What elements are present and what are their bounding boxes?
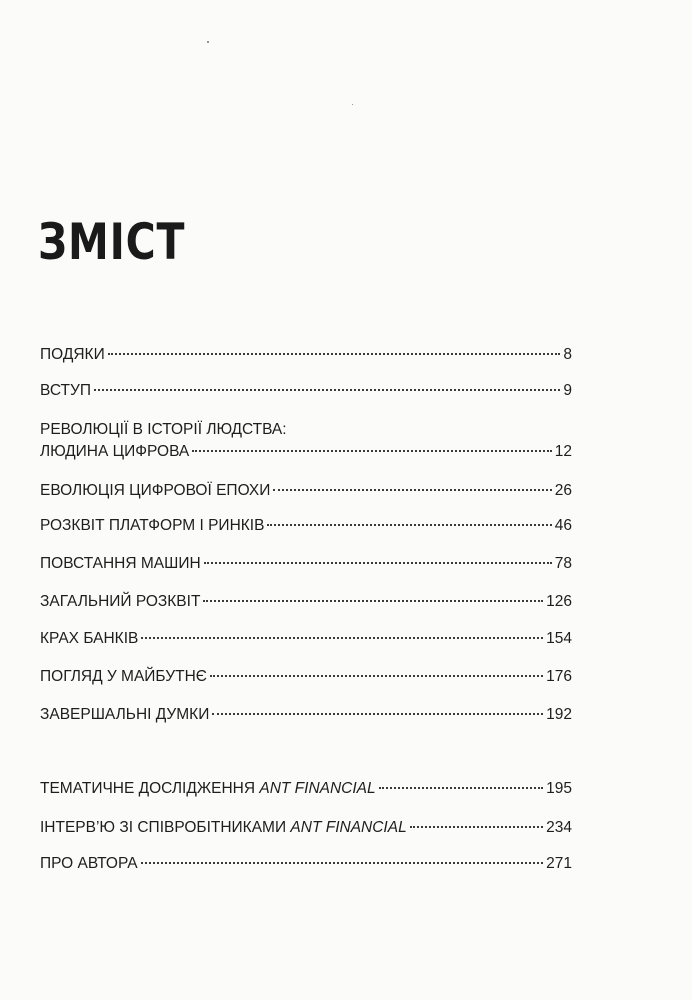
toc-entry-label-italic: ANT FINANCIAL	[290, 819, 407, 836]
dot-leader	[273, 489, 551, 491]
toc-entry-label: ПОГЛЯД У МАЙБУТНЄ	[40, 668, 207, 685]
toc-entry-final-thoughts[interactable]	[40, 704, 572, 726]
page-title: ЗМІСТ	[38, 213, 186, 271]
toc-entry-page: 78	[554, 555, 572, 572]
toc-entry-interviews[interactable]	[40, 817, 572, 839]
toc-entry-machines[interactable]	[40, 553, 572, 575]
toc-entry-label-italic: ANT FINANCIAL	[259, 780, 376, 797]
dot-leader	[204, 562, 552, 564]
toc-entry-page: 195	[546, 780, 572, 797]
dot-leader	[210, 675, 543, 677]
toc-entry-page: 12	[554, 443, 572, 460]
dot-leader	[94, 389, 560, 391]
toc-entry-label-line1: РЕВОЛЮЦІЇ В ІСТОРІЇ ЛЮДСТВА:	[40, 421, 287, 438]
toc-entry-label: ПОДЯКИ	[40, 346, 105, 363]
toc-entry-acknowledgements[interactable]	[40, 344, 572, 366]
toc-entry-page: 271	[546, 855, 572, 872]
dot-leader	[379, 787, 543, 789]
toc-entry-label: РОЗКВІТ ПЛАТФОРМ І РИНКІВ	[40, 517, 265, 534]
toc-entry-label: ЗАГАЛЬНИЙ РОЗКВІТ	[40, 593, 201, 610]
dot-leader	[192, 450, 552, 452]
toc-entry-label: КРАХ БАНКІВ	[40, 630, 139, 647]
toc-entry-label: ПРО АВТОРА	[40, 855, 138, 872]
toc-entry-case-study[interactable]	[40, 778, 572, 800]
toc-entry-page: 126	[546, 593, 572, 610]
toc-entry-page: 234	[546, 819, 572, 836]
dot-leader	[108, 353, 561, 355]
print-speck	[352, 104, 353, 105]
toc-entry-platforms[interactable]	[40, 515, 572, 537]
toc-entry-label: ЛЮДИНА ЦИФРОВА	[40, 443, 190, 460]
toc-entry-page: 46	[554, 517, 572, 534]
toc-entry-future[interactable]	[40, 666, 572, 688]
toc-entry-page: 26	[554, 482, 572, 499]
toc-entry-page: 154	[546, 630, 572, 647]
dot-leader	[410, 826, 543, 828]
toc-entry-page: 176	[546, 668, 572, 685]
toc-entry-page: 8	[563, 346, 572, 363]
dot-leader	[141, 637, 543, 639]
toc-entry-introduction[interactable]	[40, 380, 572, 402]
toc-entry-revolutions[interactable]	[40, 419, 572, 463]
toc-entry-label: ПОВСТАННЯ МАШИН	[40, 555, 201, 572]
toc-entry-label: ТЕМАТИЧНЕ ДОСЛІДЖЕННЯ ANT FINANCIAL	[40, 780, 376, 797]
toc-entry-general-rise[interactable]	[40, 591, 572, 613]
toc-entry-digital-era[interactable]	[40, 480, 572, 502]
print-speck	[207, 41, 209, 43]
toc-entry-label: ЕВОЛЮЦІЯ ЦИФРОВОЇ ЕПОХИ	[40, 482, 271, 499]
toc-entry-page: 192	[546, 706, 572, 723]
toc-entry-label: ЗАВЕРШАЛЬНІ ДУМКИ	[40, 706, 210, 723]
toc-entry-label: ІНТЕРВ’Ю ЗІ СПІВРОБІТНИКАМИ ANT FINANCIAL	[40, 819, 407, 836]
dot-leader	[141, 862, 544, 864]
toc-entry-label: ВСТУП	[40, 382, 91, 399]
dot-leader	[212, 713, 543, 715]
toc-entry-page: 9	[563, 382, 572, 399]
toc-entry-about-author[interactable]	[40, 853, 572, 875]
dot-leader	[267, 524, 551, 526]
dot-leader	[203, 600, 543, 602]
toc-entry-banks[interactable]	[40, 628, 572, 650]
